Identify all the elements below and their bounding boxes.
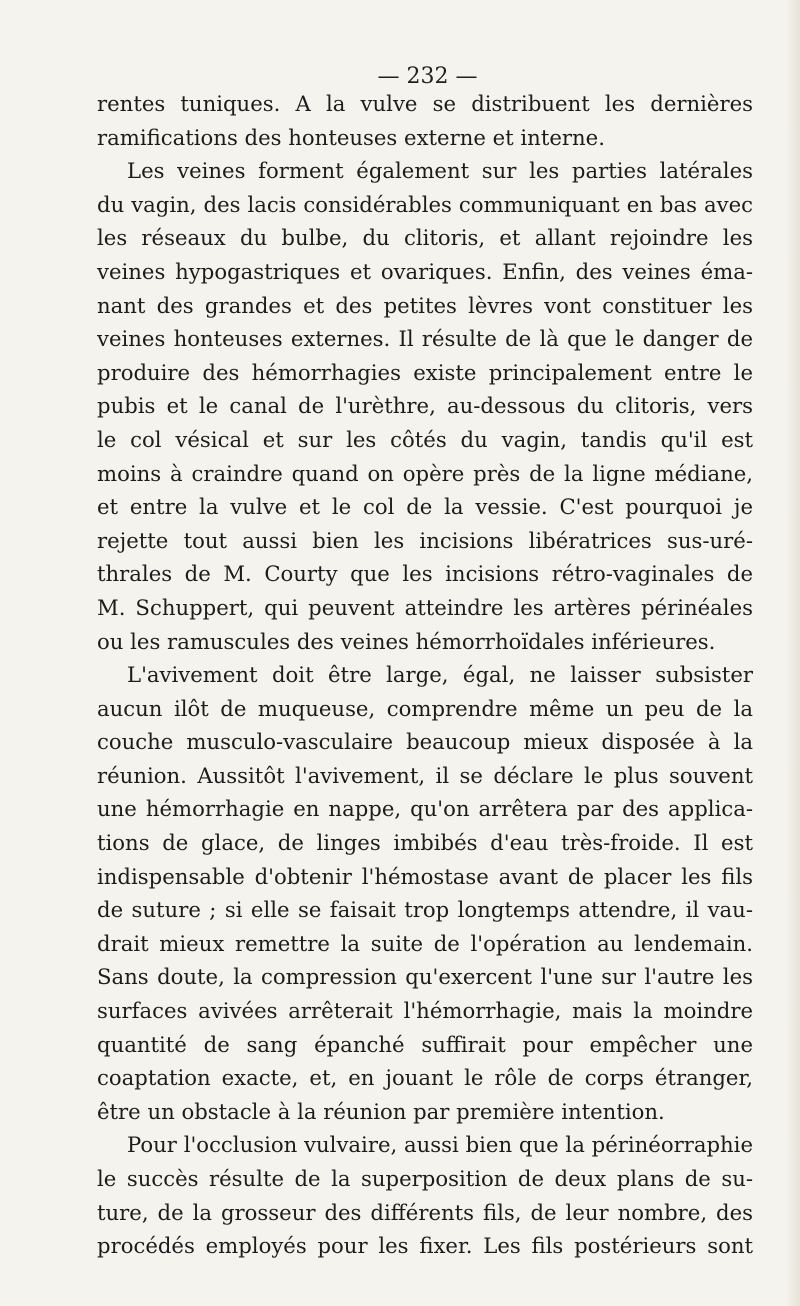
text-line: Pour l'occlusion vulvaire, aussi bien que la périnéorraphie — [127, 1132, 753, 1158]
text-line: produire des hémorrhagies existe principalement entre le — [97, 359, 753, 385]
text-line: veines hypogastriques et ovariques. Enfin, des veines éma- — [97, 258, 753, 284]
text-line: et entre la vulve et le col de la vessie. C'est pourquoi je — [97, 494, 753, 520]
text-line: procédés employés pour les fixer. Les fils postérieurs sont — [97, 1233, 753, 1259]
text-line: les réseaux du bulbe, du clitoris, et allant rejoindre les — [97, 225, 753, 251]
text-line: nant des grandes et des petites lèvres vont constituer les — [97, 292, 753, 318]
text-line: rentes tuniques. A la vulve se distribuent les dernières — [97, 91, 753, 116]
text-line: le succès résulte de la superposition de deux plans de su- — [97, 1166, 753, 1191]
text-line: quantité de sang épanché suffirait pour empêcher une — [97, 1031, 753, 1057]
text-line: pubis et le canal de l'urèthre, au-dessous du clitoris, vers — [97, 393, 753, 419]
text-line: indispensable d'obtenir l'hémostase avant de placer les fils — [97, 863, 753, 889]
text-line: surfaces avivées arrêterait l'hémorrhagie, mais la moindre — [97, 998, 753, 1024]
body-text — [97, 87, 753, 1263]
text-line: ramifications des honteuses externe et interne. — [97, 124, 605, 150]
text-line: aucun ilôt de muqueuse, comprendre même un peu de la — [97, 695, 753, 721]
text-line: ou les ramuscules des veines hémorrhoïdales inférieures. — [97, 628, 716, 654]
text-line: rejette tout aussi bien les incisions libératrices sus-uré- — [97, 527, 753, 553]
text-line: moins à craindre quand on opère près de la ligne médiane, — [97, 460, 753, 486]
text-line: L'avivement doit être large, égal, ne laisser subsister — [127, 662, 753, 688]
text-line: drait mieux remettre la suite de l'opération au lendemain. — [97, 930, 753, 956]
page-number: — 232 — — [377, 64, 478, 89]
text-line: tions de glace, de linges imbibés d'eau très-froide. Il est — [97, 830, 753, 856]
page-edge-shadow — [786, 0, 800, 1306]
text-line: de suture ; si elle se faisait trop longtemps attendre, il vau- — [97, 897, 753, 923]
text-line: du vagin, des lacis considérables communiquant en bas avec — [97, 191, 753, 217]
text-line: couche musculo-vasculaire beaucoup mieux disposée à la — [97, 729, 753, 755]
text-line: réunion. Aussitôt l'avivement, il se déclare le plus souvent — [97, 762, 753, 788]
text-line: Les veines forment également sur les parties latérales — [127, 158, 753, 184]
text-line: veines honteuses externes. Il résulte de là que le danger de — [97, 326, 753, 352]
text-line: coaptation exacte, et, en jouant le rôle de corps étranger, — [97, 1065, 753, 1091]
text-line: M. Schuppert, qui peuvent atteindre les artères périnéales — [97, 594, 753, 620]
text-line: une hémorrhagie en nappe, qu'on arrêtera par des applica- — [97, 796, 753, 822]
text-line: Sans doute, la compression qu'exercent l'une sur l'autre les — [97, 964, 753, 990]
text-line: être un obstacle à la réunion par première intention. — [97, 1098, 665, 1124]
text-line: thrales de M. Courty que les incisions rétro-vaginales de — [97, 561, 753, 587]
text-line: ture, de la grosseur des différents fils, de leur nombre, des — [97, 1199, 753, 1225]
text-line: le col vésical et sur les côtés du vagin, tandis qu'il est — [97, 426, 753, 452]
